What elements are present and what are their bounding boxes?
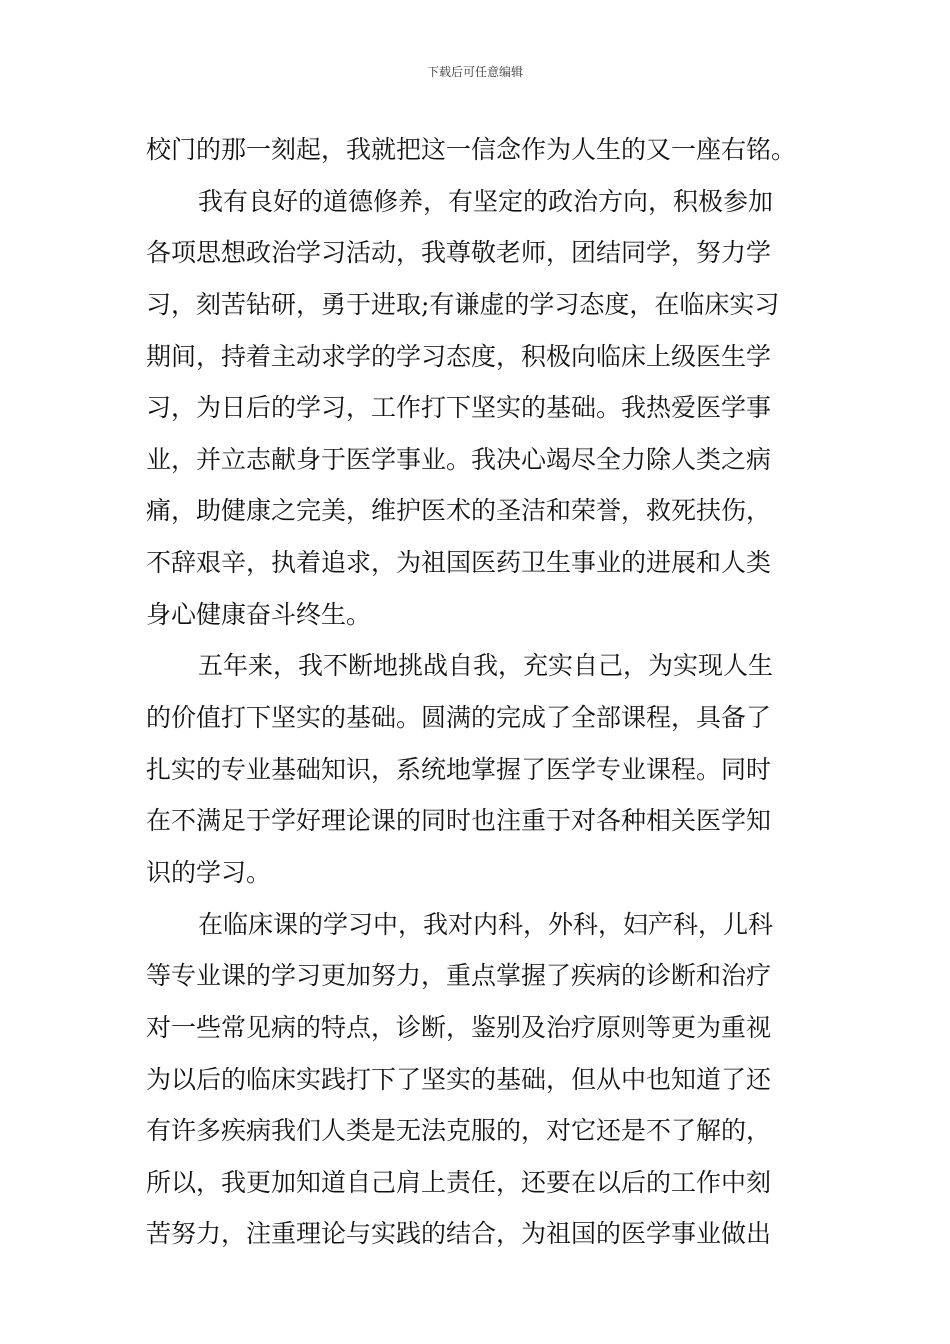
text-line: 对一些常见病的特点，诊断，鉴别及治疗原则等更为重视 [146,1012,772,1042]
text-line: 校门的那一刻起，我就把这一信念作为人生的又一座右铭。 [146,135,797,164]
text-line: 期间，持着主动求学的学习态度，积极向临床上级医生学 [146,341,772,371]
text-line: 为以后的临床实践打下了坚实的基础，但从中也知道了还 [146,1064,772,1094]
text-line: 所以，我更加知道自己肩上责任，还要在以后的工作中刻 [146,1167,772,1197]
paragraph-first-line: 五年来，我不断地挑战自我，充实自己，为实现人生 [198,651,774,681]
text-line: 扎实的专业基础知识，系统地掌握了医学专业课程。同时 [146,754,772,784]
text-line: 在不满足于学好理论课的同时也注重于对各种相关医学知 [146,806,772,836]
page-header: 下载后可任意编辑 [426,65,523,79]
text-line: 各项思想政治学习活动，我尊敬老师，团结同学，努力学 [146,238,772,268]
text-line: 身心健康奋斗终生。 [146,599,372,629]
paragraph-first-line: 在临床课的学习中，我对内科，外科，妇产科，儿科 [198,909,774,939]
document-body [146,124,810,1260]
text-line: 痛，助健康之完美，维护医术的圣洁和荣誉，救死扶伤， [146,496,772,526]
paragraph-first-line: 我有良好的道德修养，有坚定的政治方向，积极参加 [198,186,774,216]
text-line: 等专业课的学习更加努力，重点掌握了疾病的诊断和治疗 [146,961,772,991]
text-line: 识的学习。 [146,857,272,887]
text-line: 有许多疾病我们人类是无法克服的，对它还是不了解的， [146,1116,772,1146]
text-line: 业，并立志献身于医学事业。我决心竭尽全力除人类之病 [146,444,772,474]
text-line: 苦努力，注重理论与实践的结合，为祖国的医学事业做出 [146,1219,772,1249]
text-line: 不辞艰辛，执着追求，为祖国医药卫生事业的进展和人类 [146,548,772,578]
text-line: 习，为日后的学习，工作打下坚实的基础。我热爱医学事 [146,393,772,423]
text-line: 的价值打下坚实的基础。圆满的完成了全部课程，具备了 [146,703,772,733]
text-line: 习，刻苦钻研，勇于进取;有谦虚的学习态度，在临床实习 [146,289,780,319]
